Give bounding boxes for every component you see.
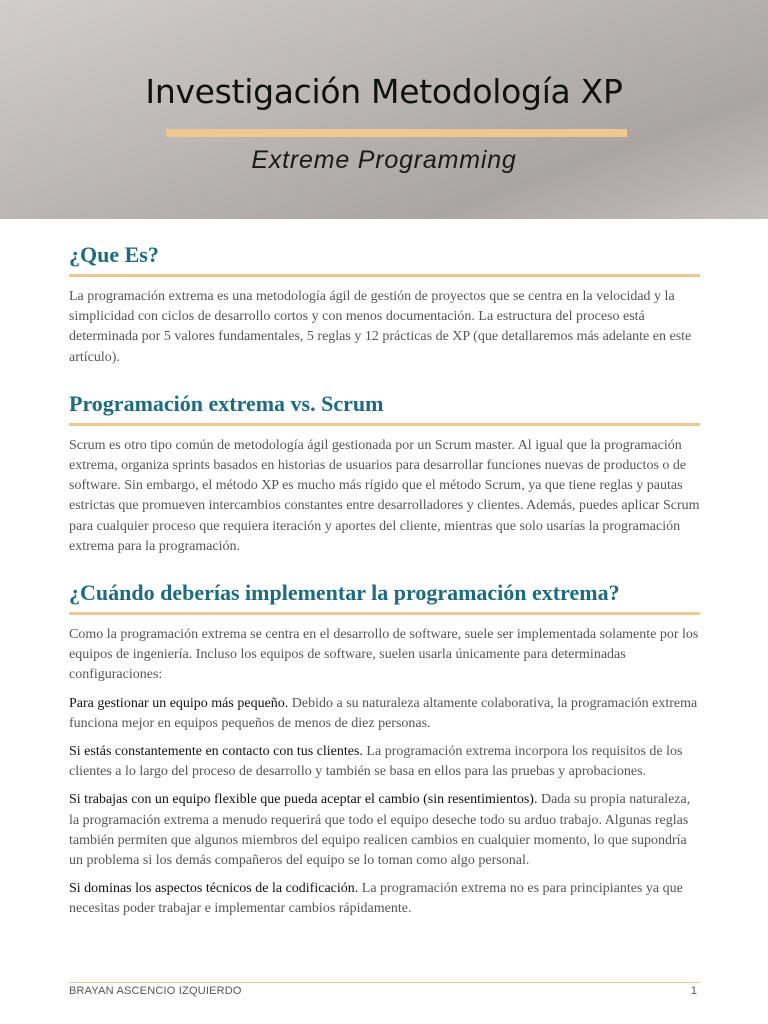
document-title: Investigación Metodología XP: [145, 72, 623, 111]
section-paragraph: Scrum es otro tipo común de metodología ágil gestionada por un Scrum master. Al igual que la programación extrema, organiza sprints basados en historias de usuarios para desarrollar funciones nuevas de productos o de software. Sin embargo, el método XP es mucho más rígido que el método Scrum, ya que tiene reglas y pautas estrictas que promueven intercambios constantes entre desarrolladores y clientes. Además, puedes aplicar Scrum para cualquier proceso que requiera iteración y aportes del cliente, mientras que solo usarías la programación extrema para la programación.: [69, 437, 700, 554]
section-divider: [69, 612, 700, 615]
item-lead: Para gestionar un equipo más pequeño.: [69, 695, 289, 711]
item-lead: Si trabajas con un equipo flexible que pueda aceptar el cambio (sin resentimientos).: [69, 792, 538, 808]
footer-divider: [69, 982, 700, 983]
item-lead: Si estás constantemente en contacto con tus clientes.: [69, 744, 363, 760]
section-divider: [69, 423, 700, 426]
title-underline: [166, 129, 627, 137]
header-banner: [0, 0, 768, 219]
section-heading: ¿Cuándo deberías implementar la programación extrema?: [69, 580, 620, 606]
item-text: Debido a su naturaleza altamente colaborativa, la programación extrema funciona mejor en equipos pequeños de menos de diez personas.: [69, 695, 698, 731]
list-item: [69, 694, 700, 734]
document-subtitle: Extreme Programming: [251, 146, 517, 174]
item-text: La programación extrema incorpora los requisitos de los clientes a lo largo del proceso de desarrollo y también se basa en ellos para las pruebas y aprobaciones.: [69, 744, 683, 780]
section-cuando-implementar: [69, 576, 700, 920]
section-xp-vs-scrum: [69, 387, 700, 557]
list-item: [69, 742, 700, 782]
item-text: La programación extrema no es para principiantes ya que necesitas poder trabajar e implementar cambios rápidamente.: [69, 881, 683, 917]
section-que-es: [69, 238, 700, 368]
section-heading: ¿Que Es?: [69, 242, 159, 267]
section-divider: [69, 274, 700, 277]
item-text: Dada su propia naturaleza, la programación extrema a menudo requerirá que todo el equipo deseche todo su arduo trabajo. Algunas reglas también permiten que algunos miembros del equipo realicen cambios en cualquier momento, lo que supondría un problema si los demás compañeros del equipo se lo toman como algo personal.: [69, 792, 691, 869]
list-item: [69, 790, 700, 871]
footer-author: BRAYAN ASCENCIO IZQUIERDO: [69, 985, 242, 997]
section-heading: Programación extrema vs. Scrum: [69, 390, 384, 416]
item-lead: Si dominas los aspectos técnicos de la codificación.: [69, 881, 359, 897]
list-item: [69, 879, 700, 919]
document-body: [69, 238, 700, 920]
section-paragraph: La programación extrema es una metodología ágil de gestión de proyectos que se centra en la velocidad y la simplicidad con ciclos de desarrollo cortos y con menos documentación. La estructura del proceso está determinada por 5 valores fundamentales, 5 reglas y 12 prácticas de XP (que detallaremos más adelante en este artículo).: [69, 289, 692, 365]
section-paragraph: Como la programación extrema se centra en el desarrollo de software, suele ser implementada solamente por los equipos de ingeniería. Incluso los equipos de software, suelen usarla únicamente para determinadas configuraciones:: [69, 627, 699, 683]
page-number: 1: [690, 985, 697, 997]
